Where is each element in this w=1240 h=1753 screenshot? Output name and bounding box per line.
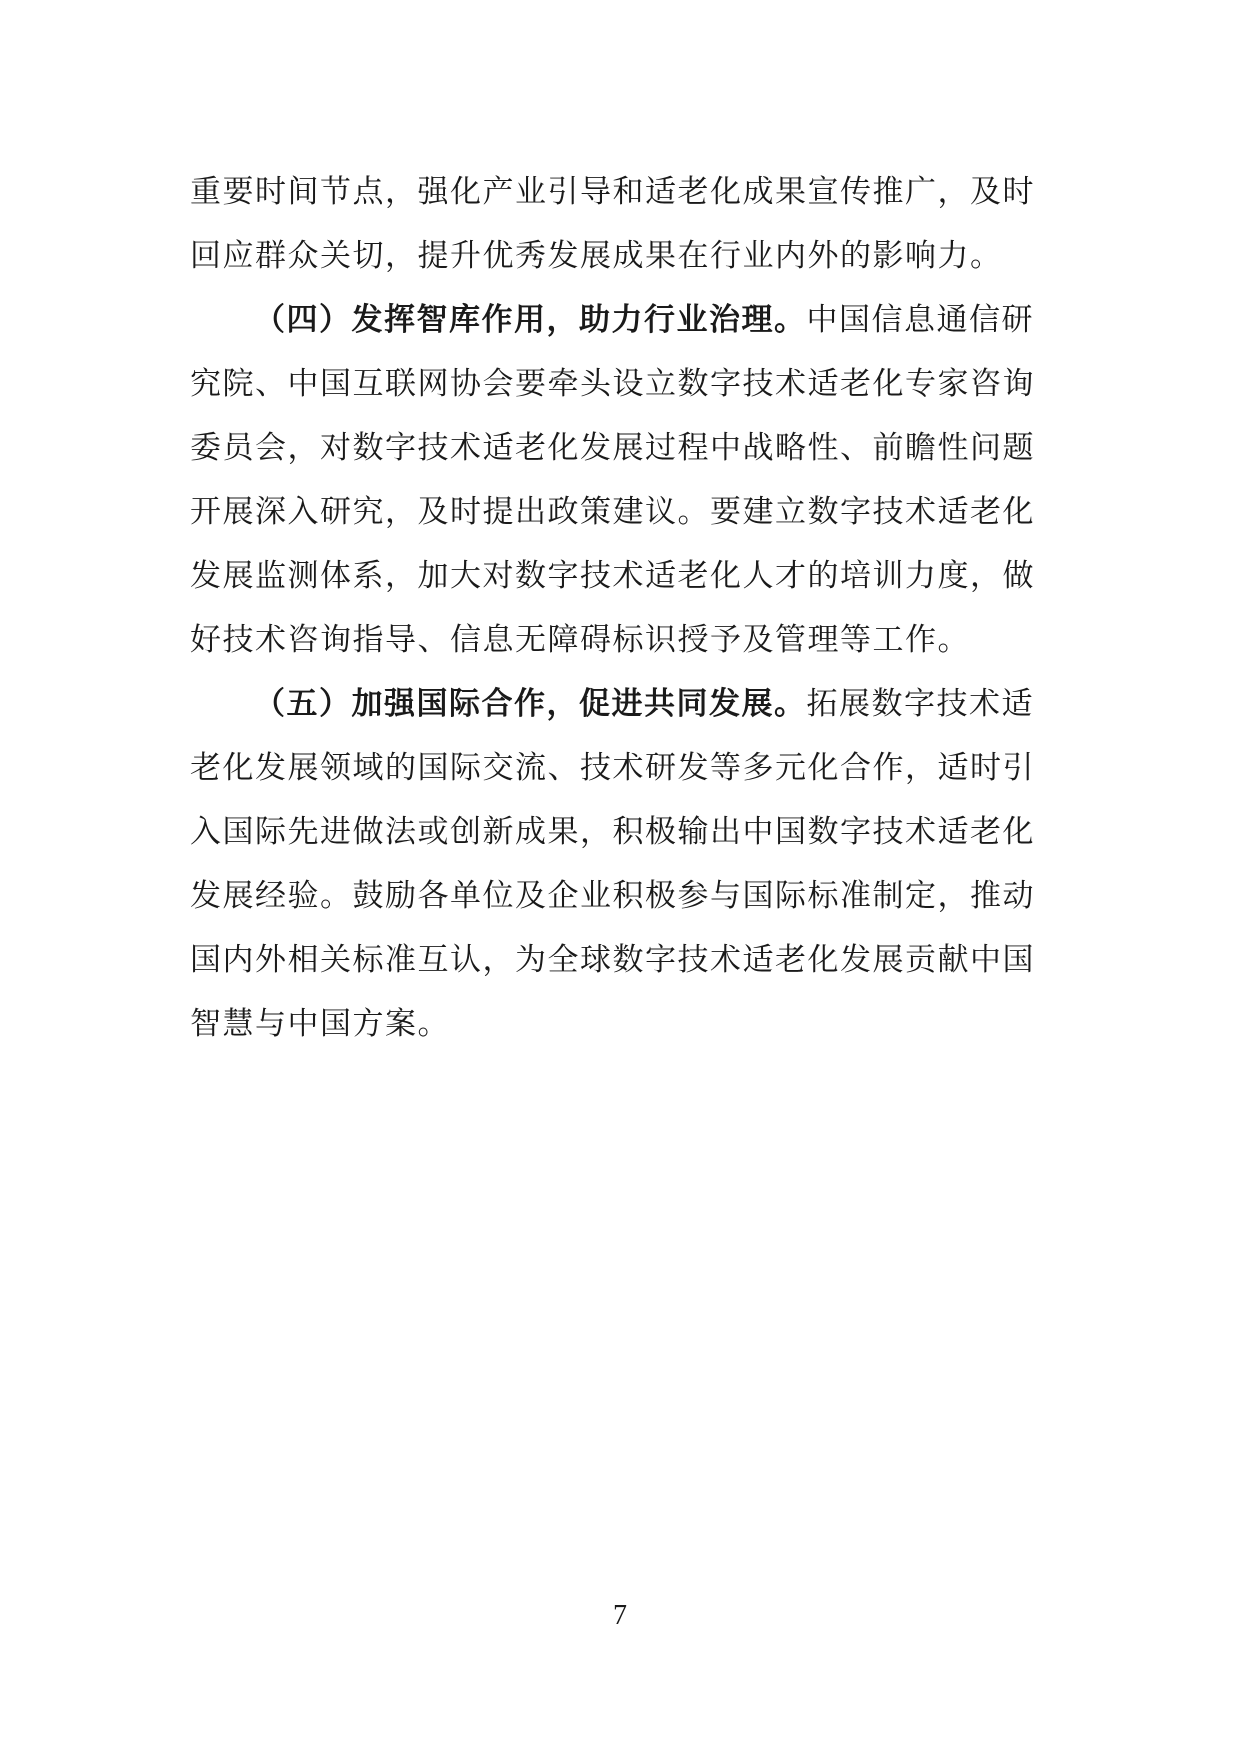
paragraph-line: 重要时间节点，强化产业引导和适老化成果宣传推广，及时 bbox=[190, 174, 1035, 210]
section-4-paragraph bbox=[190, 288, 1060, 672]
paragraph-line: 国内外相关标准互认，为全球数字技术适老化发展贡献中国 bbox=[190, 942, 1035, 978]
paragraph-line: 老化发展领域的国际交流、技术研发等多元化合作，适时引 bbox=[190, 750, 1035, 786]
paragraph-line: 回应群众关切，提升优秀发展成果在行业内外的影响力。 bbox=[190, 238, 1003, 274]
paragraph-line: 好技术咨询指导、信息无障碍标识授予及管理等工作。 bbox=[190, 622, 970, 658]
section-5-first-line-text: 拓展数字技术适 bbox=[806, 686, 1034, 722]
section-4-first-line-text: 中国信息通信研 bbox=[806, 302, 1034, 338]
paragraph-line: 开展深入研究，及时提出政策建议。要建立数字技术适老化 bbox=[190, 494, 1035, 530]
body-text bbox=[190, 160, 1060, 1056]
continuation-paragraph bbox=[190, 160, 1060, 288]
paragraph-line: 发展经验。鼓励各单位及企业积极参与国际标准制定，推动 bbox=[190, 878, 1035, 914]
paragraph-line: 发展监测体系，加大对数字技术适老化人才的培训力度，做 bbox=[190, 558, 1035, 594]
paragraph-line: 究院、中国互联网协会要牵头设立数字技术适老化专家咨询 bbox=[190, 366, 1035, 402]
page-number: 7 bbox=[613, 1600, 627, 1631]
section-5-paragraph bbox=[190, 672, 1060, 1056]
section-4-heading: （四）发挥智库作用，助力行业治理。 bbox=[254, 302, 807, 338]
section-4-first-line bbox=[190, 288, 1060, 352]
paragraph-line: 智慧与中国方案。 bbox=[190, 1006, 450, 1042]
section-5-first-line bbox=[190, 672, 1060, 736]
section-5-heading: （五）加强国际合作，促进共同发展。 bbox=[254, 686, 807, 722]
paragraph-line: 入国际先进做法或创新成果，积极输出中国数字技术适老化 bbox=[190, 814, 1035, 850]
paragraph-line: 委员会，对数字技术适老化发展过程中战略性、前瞻性问题 bbox=[190, 430, 1035, 466]
